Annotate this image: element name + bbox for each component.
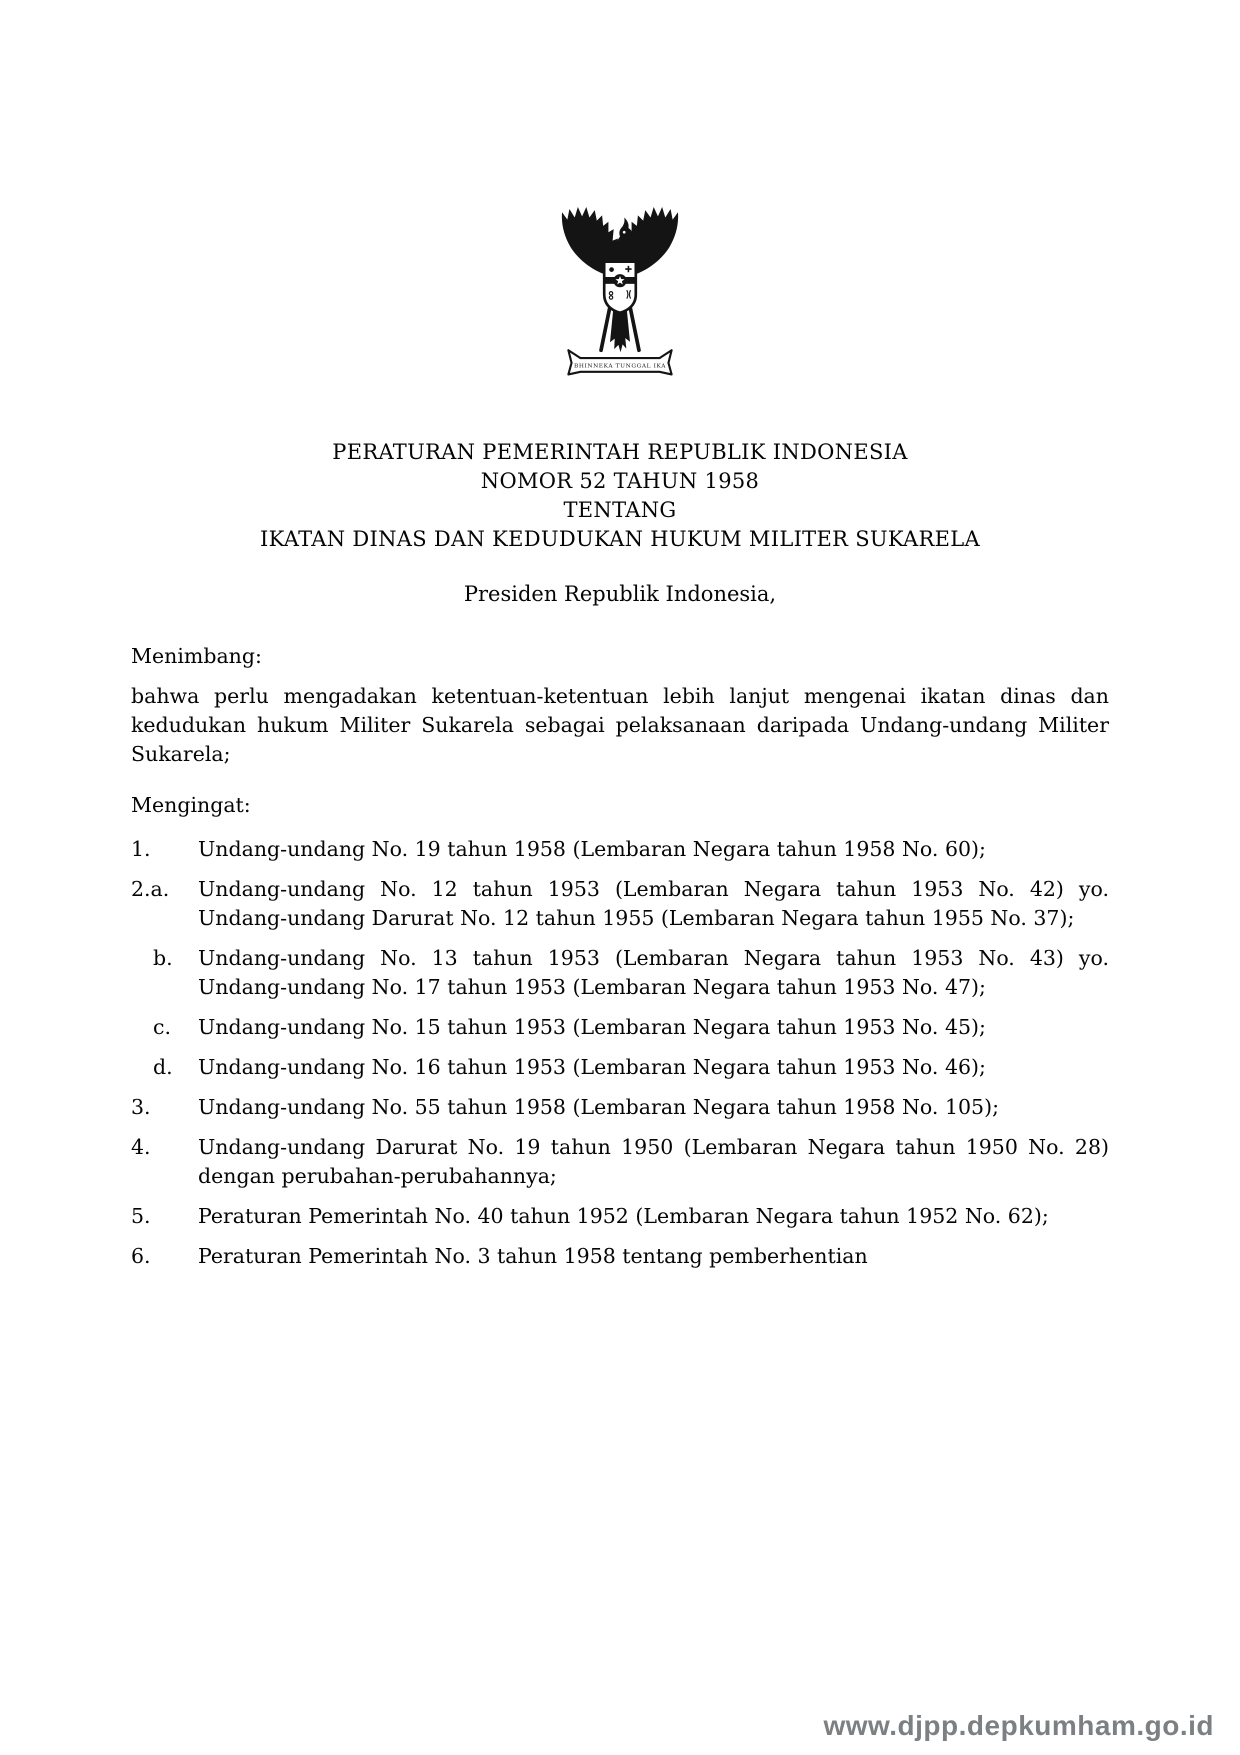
list-item-text: Undang-undang No. 13 tahun 1953 (Lembaran Negara tahun 1953 No. 43) yo. Undang-undang No. 17 tahun 1953 (Lembaran Negara tahun 1953 No. 47); <box>198 946 1109 999</box>
list-item-text: Undang-undang No. 15 tahun 1953 (Lembaran Negara tahun 1953 No. 45); <box>198 1015 986 1039</box>
list-item-4 <box>131 1133 1109 1191</box>
document-body <box>0 642 1240 1271</box>
list-item-label: c. <box>153 1015 171 1039</box>
list-item-label: 1. <box>131 837 151 861</box>
mengingat-list <box>131 835 1109 1271</box>
list-item-label: b. <box>153 946 173 970</box>
watermark-url: www.djpp.depkumham.go.id <box>823 1710 1214 1741</box>
list-item-label: 3. <box>131 1095 151 1119</box>
salutation: Presiden Republik Indonesia, <box>463 582 777 606</box>
emblem-container <box>0 0 1240 386</box>
list-item-label: 5. <box>131 1204 151 1228</box>
list-item-2a <box>131 875 1109 933</box>
list-item-3 <box>131 1093 1109 1122</box>
list-item-label: 6. <box>131 1244 151 1268</box>
emblem-banner-text: BHINNEKA TUNGGAL IKA <box>573 363 667 370</box>
list-item-text: Undang-undang No. 16 tahun 1953 (Lembaran Negara tahun 1953 No. 46); <box>198 1055 986 1079</box>
mengingat-label: Mengingat: <box>131 793 251 817</box>
list-item-2b <box>131 944 1109 1002</box>
garuda-emblem-icon <box>541 192 699 382</box>
list-item-text: Peraturan Pemerintah No. 3 tahun 1958 tentang pemberhentian <box>198 1244 868 1268</box>
title-line-2: NOMOR 52 TAHUN 1958 <box>480 469 760 493</box>
list-item-6 <box>131 1242 1109 1271</box>
list-item-label: 2.a. <box>131 877 170 901</box>
menimbang-label: Menimbang: <box>131 644 262 668</box>
list-item-text: Undang-undang No. 55 tahun 1958 (Lembaran Negara tahun 1958 No. 105); <box>198 1095 999 1119</box>
list-item-2d <box>131 1053 1109 1082</box>
list-item-text: Peraturan Pemerintah No. 40 tahun 1952 (Lembaran Negara tahun 1952 No. 62); <box>198 1204 1049 1228</box>
document-title <box>0 438 1240 554</box>
list-item-5 <box>131 1202 1109 1231</box>
list-item-text: Undang-undang Darurat No. 19 tahun 1950 (Lembaran Negara tahun 1950 No. 28) dengan perubahan-perubahannya; <box>198 1135 1109 1188</box>
title-line-1: PERATURAN PEMERINTAH REPUBLIK INDONESIA <box>332 440 908 464</box>
title-line-4: IKATAN DINAS DAN KEDUDUKAN HUKUM MILITER SUKARELA <box>260 527 980 551</box>
list-item-label: 4. <box>131 1135 151 1159</box>
list-item-1 <box>131 835 1109 864</box>
list-item-text: Undang-undang No. 12 tahun 1953 (Lembaran Negara tahun 1953 No. 42) yo. Undang-undang Darurat No. 12 tahun 1955 (Lembaran Negara tahun 1955 No. 37); <box>198 877 1109 930</box>
list-item-label: d. <box>153 1055 173 1079</box>
list-item-2c <box>131 1013 1109 1042</box>
menimbang-body: bahwa perlu mengadakan ketentuan-ketentuan lebih lanjut mengenai ikatan dinas dan kedudukan hukum Militer Sukarela sebagai pelaksanaan daripada Undang-undang Militer Sukarela; <box>131 684 1109 766</box>
list-item-text: Undang-undang No. 19 tahun 1958 (Lembaran Negara tahun 1958 No. 60); <box>198 837 986 861</box>
title-line-3: TENTANG <box>563 498 677 522</box>
